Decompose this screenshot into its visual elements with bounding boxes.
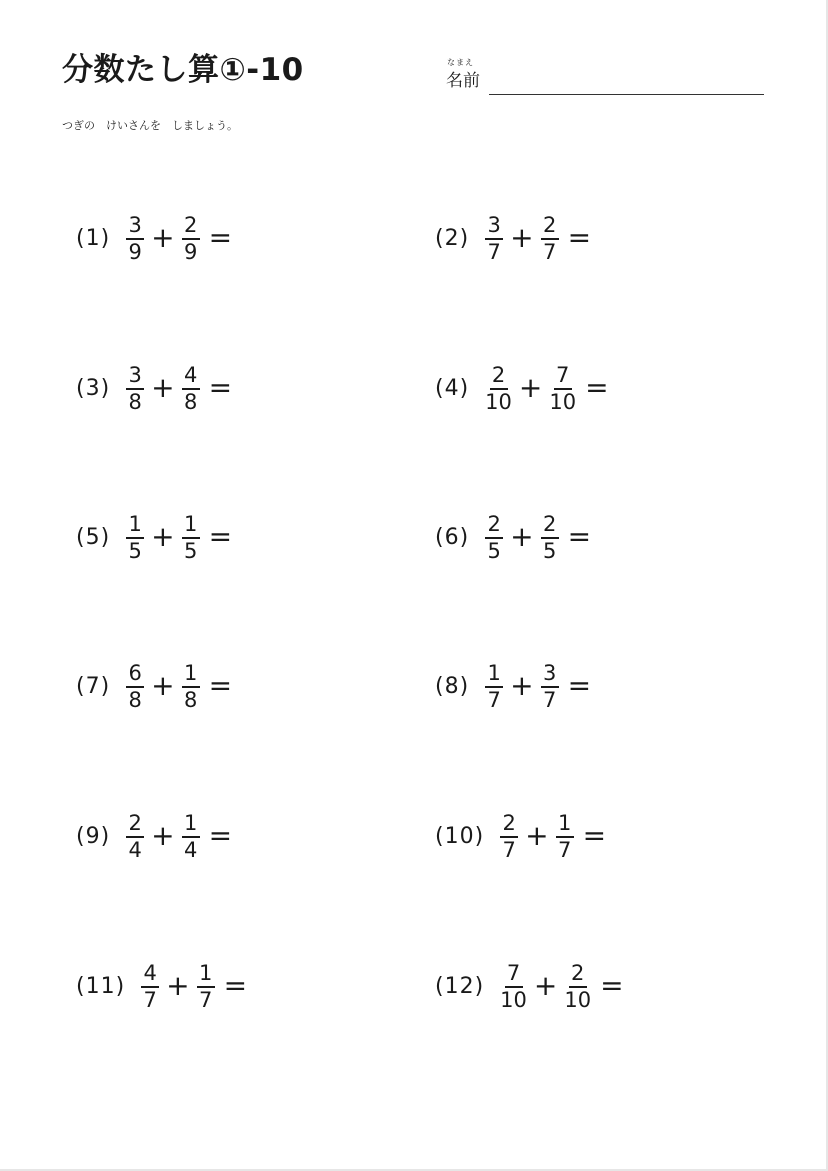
numerator: 2 <box>541 214 559 240</box>
fraction-a <box>126 214 144 263</box>
plus-sign: + <box>151 371 175 404</box>
problem-number: (12) <box>435 973 485 999</box>
denominator: 7 <box>542 239 557 264</box>
equals-sign: = <box>208 221 233 254</box>
name-label: 名前 <box>446 71 480 91</box>
name-field <box>446 58 766 98</box>
plus-sign: + <box>151 520 175 553</box>
numerator: 3 <box>485 214 503 240</box>
numerator: 2 <box>126 812 144 838</box>
denominator: 4 <box>128 837 142 862</box>
fraction-a <box>500 962 527 1011</box>
numerator: 6 <box>126 662 144 688</box>
fraction-b <box>541 513 559 562</box>
numerator: 3 <box>126 364 144 390</box>
numerator: 1 <box>182 513 200 539</box>
fraction-a <box>485 214 503 263</box>
denominator: 4 <box>183 837 198 862</box>
problem-3 <box>76 358 232 418</box>
name-write-line <box>489 94 764 95</box>
fraction-b <box>549 364 576 413</box>
equals-sign: = <box>208 819 233 852</box>
denominator: 5 <box>542 538 557 563</box>
numerator: 7 <box>505 962 523 988</box>
fraction-b <box>541 662 559 711</box>
fraction-b <box>182 662 200 711</box>
denominator: 8 <box>183 389 198 414</box>
fraction-b <box>182 812 200 861</box>
fraction-a <box>141 962 159 1011</box>
denominator: 10 <box>549 389 577 414</box>
denominator: 7 <box>502 837 516 862</box>
denominator: 7 <box>542 687 557 712</box>
plus-sign: + <box>510 520 534 553</box>
denominator: 7 <box>143 987 157 1012</box>
plus-sign: + <box>510 221 534 254</box>
equals-sign: = <box>567 520 592 553</box>
denominator: 10 <box>564 987 592 1012</box>
numerator: 2 <box>485 513 503 539</box>
problem-2 <box>435 208 591 268</box>
equals-sign: = <box>582 819 607 852</box>
plus-sign: + <box>151 221 175 254</box>
problem-number: (3) <box>76 375 111 401</box>
numerator: 1 <box>556 812 574 838</box>
plus-sign: + <box>518 371 543 404</box>
plus-sign: + <box>533 969 558 1002</box>
problem-12 <box>435 956 624 1016</box>
numerator: 1 <box>182 812 200 838</box>
fraction-a <box>126 662 144 711</box>
fraction-a <box>485 364 512 413</box>
fraction-b <box>556 812 574 861</box>
equals-sign: = <box>567 669 592 702</box>
numerator: 2 <box>490 364 508 390</box>
equals-sign: = <box>208 669 233 702</box>
instruction-text: つぎの けいさんを しましょう。 <box>62 119 238 132</box>
problem-8 <box>435 656 591 716</box>
fraction-b <box>182 214 200 263</box>
equals-sign: = <box>208 520 233 553</box>
numerator: 2 <box>182 214 200 240</box>
denominator: 7 <box>487 687 501 712</box>
problem-number: (8) <box>435 673 470 699</box>
denominator: 7 <box>198 987 213 1012</box>
denominator: 10 <box>485 389 512 414</box>
numerator: 3 <box>541 662 559 688</box>
fraction-a <box>485 662 503 711</box>
numerator: 1 <box>485 662 503 688</box>
problem-4 <box>435 358 609 418</box>
problem-number: (1) <box>76 225 111 251</box>
problem-5 <box>76 507 232 567</box>
plus-sign: + <box>151 669 175 702</box>
fraction-b <box>541 214 559 263</box>
plus-sign: + <box>525 819 549 852</box>
problem-number: (5) <box>76 524 111 550</box>
fraction-b <box>182 364 200 413</box>
fraction-b <box>564 962 591 1011</box>
plus-sign: + <box>166 969 190 1002</box>
equals-sign: = <box>567 221 592 254</box>
problem-11 <box>76 956 247 1016</box>
denominator: 9 <box>183 239 198 264</box>
name-ruby: なまえ <box>447 58 474 67</box>
denominator: 8 <box>128 687 142 712</box>
fraction-a <box>485 513 503 562</box>
denominator: 8 <box>183 687 198 712</box>
problem-number: (6) <box>435 524 470 550</box>
numerator: 1 <box>197 962 215 988</box>
equals-sign: = <box>223 969 248 1002</box>
problem-number: (4) <box>435 375 470 401</box>
numerator: 3 <box>126 214 144 240</box>
numerator: 1 <box>126 513 144 539</box>
problem-1 <box>76 208 232 268</box>
equals-sign: = <box>585 371 609 404</box>
denominator: 7 <box>487 239 501 264</box>
fraction-a <box>126 812 144 861</box>
denominator: 10 <box>500 987 527 1012</box>
problem-number: (2) <box>435 225 470 251</box>
equals-sign: = <box>208 371 233 404</box>
fraction-a <box>126 513 144 562</box>
problem-6 <box>435 507 591 567</box>
plus-sign: + <box>151 819 175 852</box>
numerator: 7 <box>554 364 572 390</box>
plus-sign: + <box>510 669 534 702</box>
denominator: 7 <box>557 837 572 862</box>
denominator: 5 <box>487 538 501 563</box>
numerator: 4 <box>182 364 200 390</box>
problem-number: (7) <box>76 673 111 699</box>
fraction-a <box>126 364 144 413</box>
problem-7 <box>76 656 232 716</box>
fraction-b <box>182 513 200 562</box>
fraction-a <box>500 812 518 861</box>
numerator: 2 <box>541 513 559 539</box>
denominator: 5 <box>128 538 142 563</box>
numerator: 2 <box>569 962 587 988</box>
numerator: 4 <box>141 962 159 988</box>
problem-9 <box>76 806 232 866</box>
denominator: 9 <box>128 239 142 264</box>
fraction-b <box>197 962 215 1011</box>
worksheet-title: 分数たし算①-10 <box>62 52 304 88</box>
problem-number: (10) <box>435 823 485 849</box>
problem-number: (9) <box>76 823 111 849</box>
numerator: 1 <box>182 662 200 688</box>
numerator: 2 <box>500 812 518 838</box>
denominator: 8 <box>128 389 142 414</box>
denominator: 5 <box>183 538 198 563</box>
equals-sign: = <box>600 969 624 1002</box>
problem-number: (11) <box>76 973 126 999</box>
problem-10 <box>435 806 606 866</box>
